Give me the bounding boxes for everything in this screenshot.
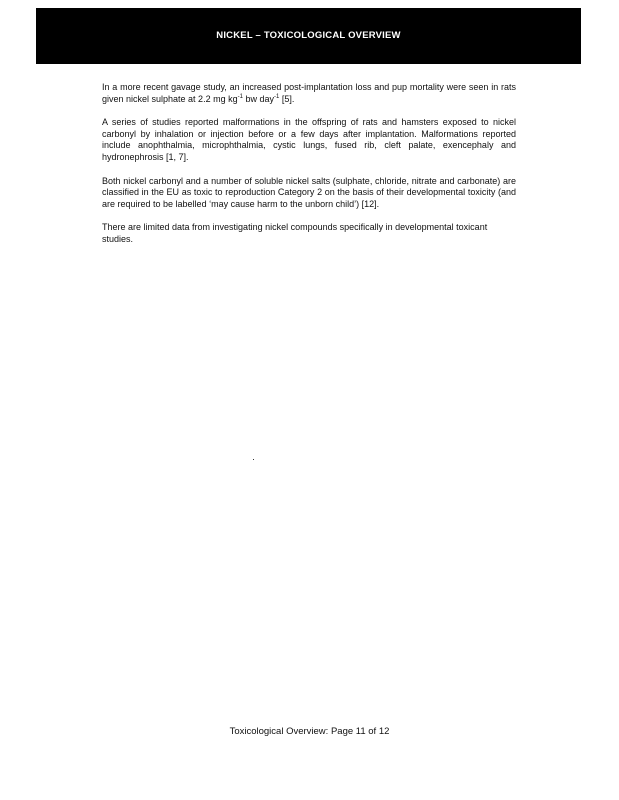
body-content: [102, 82, 516, 258]
paragraph-gavage-text: In a more recent gavage study, an increased post-implantation loss and pup mortality were seen in rats given nickel sulphate at 2.2 mg kg: [102, 82, 516, 104]
paragraph-gavage-unit: bw day: [242, 93, 274, 104]
paragraph-gavage-ref: [5].: [279, 93, 295, 104]
paragraph-limited-data: There are limited data from investigating nickel compounds specifically in developmental toxicant studies.: [102, 222, 488, 244]
document-title: NICKEL – TOXICOLOGICAL OVERVIEW: [216, 30, 401, 41]
paragraph-malformations: A series of studies reported malformations in the offspring of rats and hamsters exposed to nickel carbonyl by inhalation or injection before or a few days after implantation. Malformations reported include anophthalmia, microphthalmia, cystic lungs, fused rib, cleft palate, exencephaly and hydronephrosis [1, 7].: [102, 117, 516, 162]
paragraph-classification: Both nickel carbonyl and a number of soluble nickel salts (sulphate, chloride, nitrate and carbonate) are classified in the EU as toxic to reproduction Category 2 on the basis of their developmental toxicity (and are required to be labelled ‘may cause harm to the unborn child’) [12].: [102, 175, 516, 209]
superscript-kg: -1: [237, 93, 243, 100]
paragraph-gavage-study: [102, 82, 516, 105]
scan-speck: [253, 459, 254, 460]
page-footer: Toxicological Overview: Page 11 of 12: [229, 726, 390, 737]
header-bar: [36, 8, 581, 64]
superscript-day: -1: [273, 93, 280, 100]
